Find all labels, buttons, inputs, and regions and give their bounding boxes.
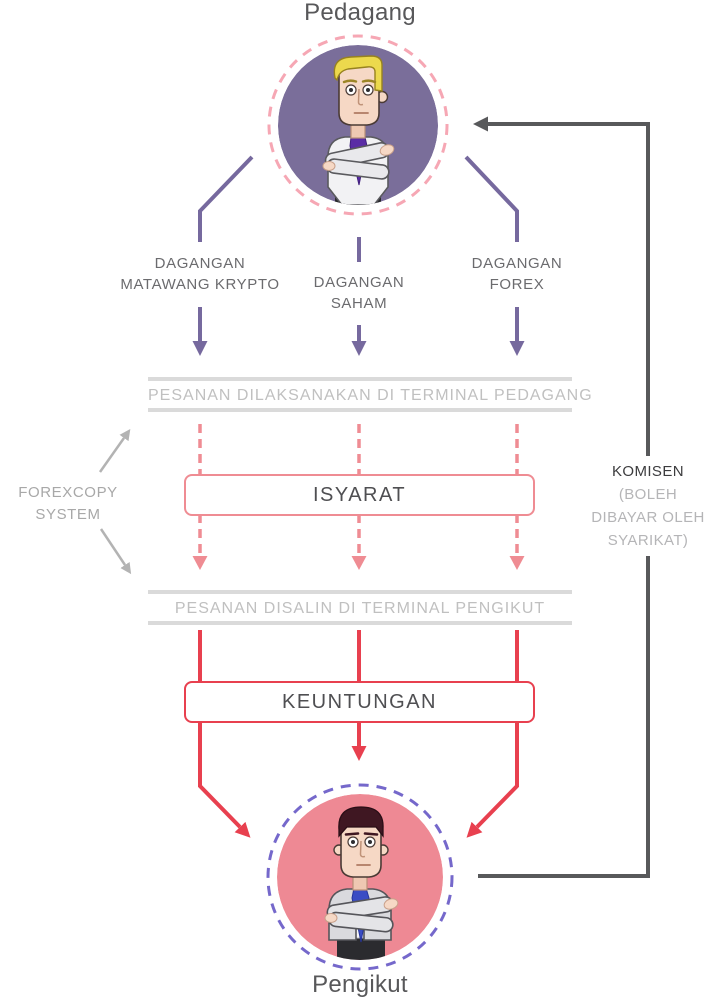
bar-executed-bottom-rule xyxy=(148,408,572,412)
system-label-line2: SYSTEM xyxy=(35,506,101,523)
profit-box xyxy=(184,681,535,723)
trade-connector-right xyxy=(466,157,517,242)
channel-krypto-line1: DAGANGAN xyxy=(154,255,246,272)
profit-arrow-left xyxy=(200,630,240,827)
system-arrow-up xyxy=(100,438,124,472)
channel-forex-line2: FOREX xyxy=(489,276,545,293)
channel-saham-line2: SAHAM xyxy=(330,295,388,312)
trade-connector-left xyxy=(200,157,252,242)
system-label xyxy=(2,482,134,526)
bar-executed-text: PESANAN DILAKSANAKAN DI TERMINAL PEDAGANG xyxy=(148,387,593,404)
signal-box xyxy=(184,474,535,516)
commission-line3: SYARIKAT) xyxy=(607,532,689,549)
channel-krypto-line2: MATAWANG KRYPTO xyxy=(120,276,280,293)
channel-forex-line1: DAGANGAN xyxy=(471,255,563,272)
bar-executed-top-rule xyxy=(148,377,572,381)
follower-avatar xyxy=(277,794,443,960)
commission-label xyxy=(578,456,718,556)
bar-copied-top-rule xyxy=(148,590,572,594)
signal-box-label: ISYARAT xyxy=(312,483,407,506)
trader-title: Pedagang xyxy=(304,0,416,26)
commission-line1: (BOLEH xyxy=(618,486,678,503)
trader-avatar xyxy=(278,45,438,205)
follower-title: Pengikut xyxy=(312,971,408,998)
channel-label-forex xyxy=(407,253,627,295)
system-label-line1: FOREXCOPY xyxy=(18,484,118,501)
system-arrow-down xyxy=(101,529,125,565)
bar-copied-text: PESANAN DISALIN DI TERMINAL PENGIKUT xyxy=(174,600,546,617)
channel-saham-line1: DAGANGAN xyxy=(313,274,405,291)
bar-copied-bottom-rule xyxy=(148,621,572,625)
profit-arrow-right xyxy=(477,630,517,827)
commission-title: KOMISEN xyxy=(612,463,684,480)
profit-box-label: KEUNTUNGAN xyxy=(281,690,437,713)
commission-line2: DIBAYAR OLEH xyxy=(591,509,705,526)
